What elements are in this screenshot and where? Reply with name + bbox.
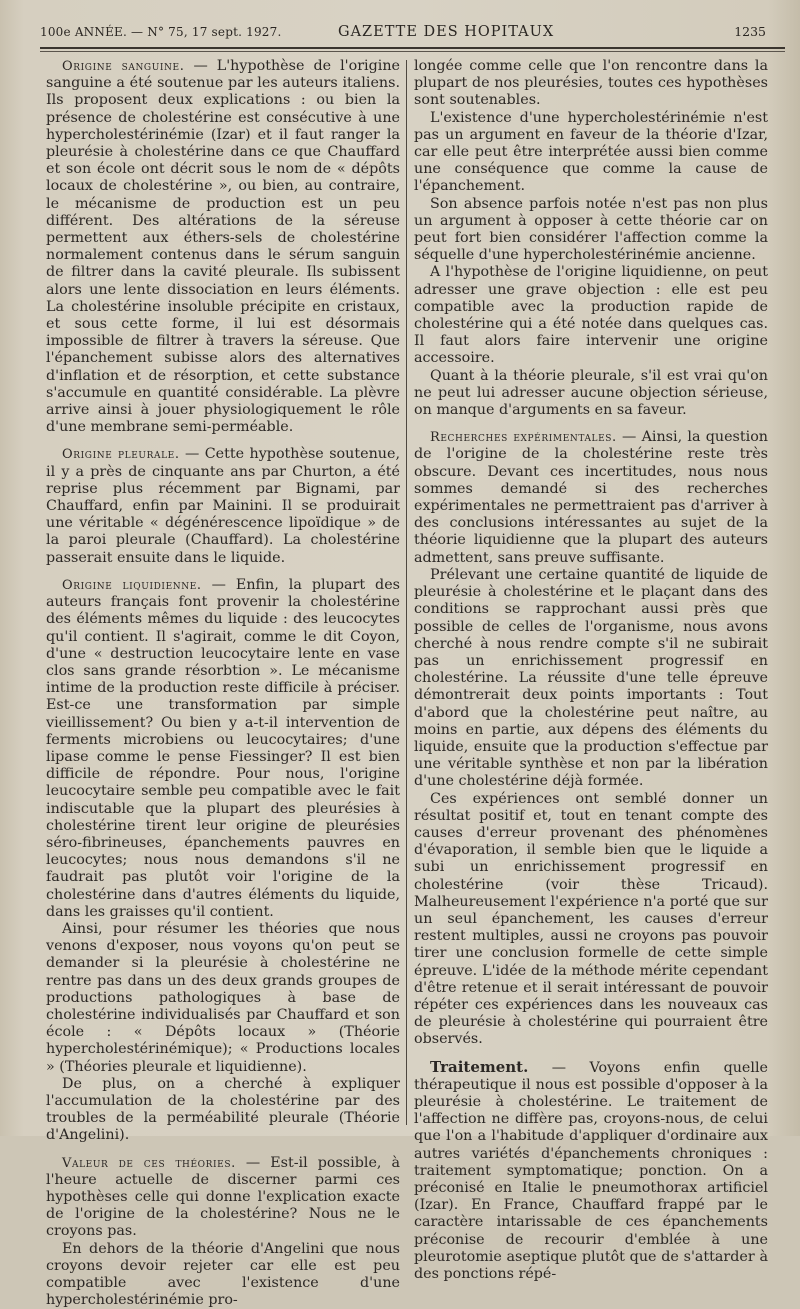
paragraph-text: — L'hypothèse de l'origine sanguine a été soutenue par les auteurs italiens. Ils proposent deux explications : ou bien la présence de cholestérine est consécutive à une hypercholestérinémie (Izar) et il faut ranger la pleurésie à cholestérine dans ce que Chauffard et son école ont décrit sous le nom de « dépôts locaux de cholestérine », ou bien, au contraire, le mécanisme de production est un peu différent. Des altérations de la séreuse permettent aux éthers-sels de cholestérine normalement contenus dans le sérum sanguin de filtrer dans la cavité pleurale. Ils subissent alors une lente dissociation en leurs éléments. La cholestérine insoluble précipite en cristaux, et sous cette forme, il lui est désormais impossible de filtrer à travers la séreuse. Que l'épanchement subisse alors des alternatives d'inflation et de résorption, et cette substance s'accumule en quantité considérable. La plèvre arrive ainsi à jouer physiologiquement le rôle d'une membrane semi-perméable. bbox=[46, 58, 400, 436]
paragraph bbox=[46, 58, 400, 436]
paragraph bbox=[414, 567, 768, 791]
paragraph-text: En dehors de la théorie d'Angelini que nous croyons devoir rejeter car elle est peu compatible avec l'existence d'une hypercholestérinémie pro- bbox=[46, 1240, 400, 1309]
header-rule bbox=[40, 47, 785, 49]
paragraph-text: Prélevant une certaine quantité de liquide de pleurésie à cholestérine et le plaçant dans des conditions se rapprochant aussi près que possible de celles de l'organisme, nous avons cherché à nous rendre compte s'il ne subirait pas un enrichissement progressif en cholestérine. La réussite d'une telle épreuve démontrerait deux points importants : Tout d'abord que la cholestérine peut naître, au moins en partie, aux dépens des éléments du liquide, ensuite que la production s'effectue par une véritable synthèse et non par la libération d'une cholestérine déjà formée. bbox=[414, 566, 768, 790]
paragraph bbox=[46, 1076, 400, 1145]
header-rule-thin bbox=[40, 51, 785, 52]
paragraph bbox=[414, 196, 768, 265]
paragraph bbox=[414, 1059, 768, 1284]
paragraph-text: Son absence parfois notée n'est pas non plus un argument à opposer à cette théorie car on peut fort bien considérer l'affection comme la séquelle d'une hypercholestérinémie ancienne. bbox=[414, 195, 768, 264]
section-heading: Origine sanguine. bbox=[62, 59, 185, 74]
paragraph-text: L'existence d'une hypercholestérinémie n'est pas un argument en faveur de la théorie d'Izar, car elle peut être interprétée aussi bien comme une conséquence que comme la cause de l'épanchement. bbox=[414, 109, 768, 195]
paragraph-text: — Est-il possible, à l'heure actuelle de discerner parmi ces hypothèses celle qui donne l'explication exacte de l'origine de la cholestérine? Nous ne le croyons pas. bbox=[46, 1154, 400, 1240]
column-divider bbox=[406, 60, 407, 1125]
section-heading: Recherches expérimentales. bbox=[430, 430, 617, 446]
paragraph bbox=[46, 577, 400, 921]
right-column bbox=[414, 58, 768, 1283]
left-column bbox=[46, 58, 400, 1309]
paragraph bbox=[414, 110, 768, 196]
paragraph-text: — Ainsi, la question de l'origine de la cholestérine reste très obscure. Devant ces incertitudes, nous nous sommes demandé si des recherches expérimentales ne permettraient pas d'arriver à des conclusions intéressantes au sujet de la théorie liquidienne que la plupart des auteurs admettent, sans preuve suffisante. bbox=[414, 429, 769, 566]
paragraph-text: Ces expériences ont semblé donner un résultat positif et, tout en tenant compte des causes d'erreur provenant des phénomènes d'évaporation, il semble bien que le liquide a subi un enrichissement progressif en cholestérine (voir thèse Tricaud). Malheureusement l'expérience n'a porté que sur un seul épanchement, les causes d'erreur restent multiples, aussi ne croyons pas pouvoir tirer une conclusion formelle de cette simple épreuve. L'idée de la méthode mérite cependant d'être retenue et il serait intéressant de pouvoir répéter ces expériences dans les nouveaux cas de pleurésie à cholestérine qui pourraient être observés. bbox=[414, 790, 768, 1048]
page-number: 1235 bbox=[734, 24, 766, 39]
section-heading: Traitement. bbox=[430, 1057, 529, 1076]
paragraph bbox=[414, 264, 768, 367]
section-heading: Origine liquidienne. bbox=[62, 577, 202, 593]
section-heading: Valeur de ces théories. bbox=[62, 1155, 236, 1171]
paragraph bbox=[46, 1155, 400, 1241]
paragraph-text: De plus, on a cherché à expliquer l'accumulation de la cholestérine par des troubles de la perméabilité pleurale (Théorie d'Angelini). bbox=[46, 1075, 400, 1144]
paragraph bbox=[46, 1241, 400, 1309]
section-heading: Origine pleurale. bbox=[62, 447, 180, 463]
paragraph-text: Ainsi, pour résumer les théories que nous venons d'exposer, nous voyons qu'on peut se demander si la pleurésie à cholestérine ne rentre pas dans un des deux grands groupes de productions pathologiques à base de cholestérine individualisés par Chauffard et son école : « Dépôts locaux » (Théorie hypercholestérinémique); « Productions locales » (Théories pleurale et liquidienne). bbox=[46, 920, 400, 1075]
paragraph bbox=[414, 58, 768, 110]
paragraph-text: — Enfin, la plupart des auteurs français font provenir la cholestérine des éléments mêmes du liquide : des leucocytes qu'il contient. Il s'agirait, comme le dit Coyon, d'une « destruction leucocytaire lente en vase clos sans grande résorbtion ». Le mécanisme intime de la production reste difficile à préciser. Est-ce une transformation par simple vieillissement? Ou bien y a-t-il intervention de ferments microbiens ou leucocytaires; d'une lipase comme le pense Fiessinger? Il est bien difficile de répondre. Pour nous, l'origine leucocytaire semble peu compatible avec le fait indiscutable que la plupart des pleurésies à cholestérine tirent leur origine de pleurésies séro-fibrineuses, épanchements pauvres en leucocytes; nous nous demandons s'il ne faudrait pas plutôt voir l'origine de la cholestérine dans d'autres éléments du liquide, dans les graisses qu'il contient. bbox=[46, 576, 401, 920]
issue-info: 100e ANNÉE. — N° 75, 17 sept. 1927. bbox=[40, 25, 282, 39]
paragraph-text: Quant à la théorie pleurale, s'il est vrai qu'on ne peut lui adresser aucune objection sérieuse, on manque d'arguments en sa faveur. bbox=[414, 367, 768, 419]
paragraph-text: A l'hypothèse de l'origine liquidienne, on peut adresser une grave objection : elle est peu compatible avec la production rapide de cholestérine qui a été notée dans quelques cas. Il faut alors faire intervenir une origine accessoire. bbox=[414, 264, 768, 367]
page-header bbox=[40, 20, 780, 44]
paragraph bbox=[414, 429, 768, 567]
paragraph bbox=[414, 368, 768, 420]
paragraph-text: — Cette hypothèse soutenue, il y a près de cinquante ans par Churton, a été reprise plus récemment par Bignami, par Chauffard, enfin par Mainini. Il se produirait une véritable « dégénérescence lipoïdique » de la paroi pleurale (Chauffard). La cholestérine passerait ensuite dans le liquide. bbox=[46, 446, 400, 566]
journal-title: GAZETTE DES HOPITAUX bbox=[338, 24, 555, 40]
paragraph bbox=[46, 921, 400, 1076]
paragraph-text: longée comme celle que l'on rencontre dans la plupart de nos pleurésies, toutes ces hypothèses sont soutenables. bbox=[414, 58, 768, 109]
paragraph bbox=[46, 446, 400, 566]
paragraph bbox=[414, 791, 768, 1049]
paragraph-text: — Voyons enfin quelle thérapeutique il nous est possible d'opposer à la pleurésie à cholestérine. Le traitement de l'affection ne diffère pas, croyons-nous, de celui que l'on a l'habitude d'appliquer d'ordinaire aux autres variétés d'épanchements chroniques : traitement symptomatique; ponction. On a préconisé en Italie le pneumothorax artificiel (Izar). En France, Chauffard frappé par le caractère intarissable de ces épanchements préconise de recourir d'emblée à une pleurotomie aseptique plutôt que de s'attarder à des ponctions répé- bbox=[414, 1059, 768, 1283]
